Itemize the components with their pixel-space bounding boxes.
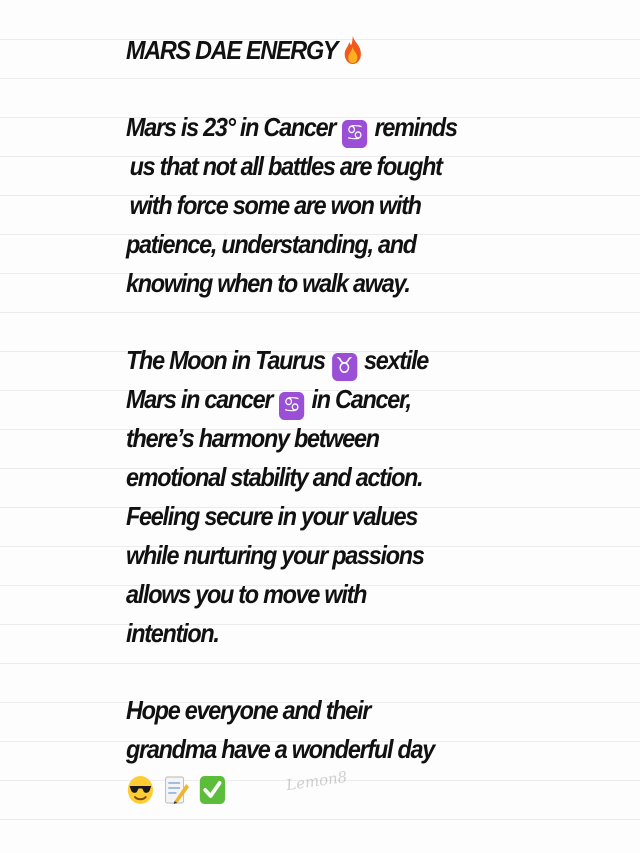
spacer — [126, 302, 558, 340]
spacer — [126, 652, 558, 690]
p2-text-2a: Mars in cancer — [126, 384, 273, 414]
note-title — [126, 30, 558, 69]
p1-line-2: us that not all battles are fought — [129, 151, 442, 181]
p2-line-5: Feeling secure in your values — [126, 501, 418, 531]
p2-text-1a: The Moon in Taurus — [126, 345, 325, 375]
cancer-sign-icon: ♋ — [279, 392, 304, 420]
fire-icon — [341, 35, 364, 65]
p1-text-1a: Mars is 23° in Cancer — [126, 112, 336, 142]
p2-line-6: while nurturing your passions — [126, 540, 424, 570]
p2-line-8: intention. — [126, 618, 219, 648]
p2-line-3: there’s harmony between — [126, 423, 379, 453]
watermark-logo: Lemon8 — [285, 767, 349, 795]
title-text: MARS DAE ENERGY — [126, 35, 338, 65]
p1-line-1 — [126, 107, 558, 146]
p3-line-2: grandma have a wonderful day — [126, 734, 435, 764]
p2-text-2b: in Cancer, — [306, 384, 411, 414]
spacer — [126, 69, 558, 107]
p2-line-4: emotional stability and action. — [126, 462, 423, 492]
p1-text-1b: reminds — [369, 112, 457, 142]
p2-line-2 — [126, 379, 558, 418]
p2-line-7: allows you to move with — [126, 579, 367, 609]
memo-icon — [162, 774, 191, 806]
taurus-sign-icon: ♉ — [332, 353, 357, 381]
p2-text-1b: sextile — [358, 345, 429, 375]
p2-line-1 — [126, 340, 558, 379]
check-mark-button-icon — [198, 774, 227, 806]
cool-sunglasses-face-icon — [126, 774, 155, 806]
p1-line-3: with force some are won with — [129, 190, 421, 220]
p1-line-4: patience, understanding, and — [126, 229, 416, 259]
p1-line-5: knowing when to walk away. — [126, 268, 410, 298]
cancer-sign-icon: ♋ — [342, 120, 367, 148]
note-body — [126, 30, 558, 808]
p3-line-1: Hope everyone and their — [126, 695, 371, 725]
